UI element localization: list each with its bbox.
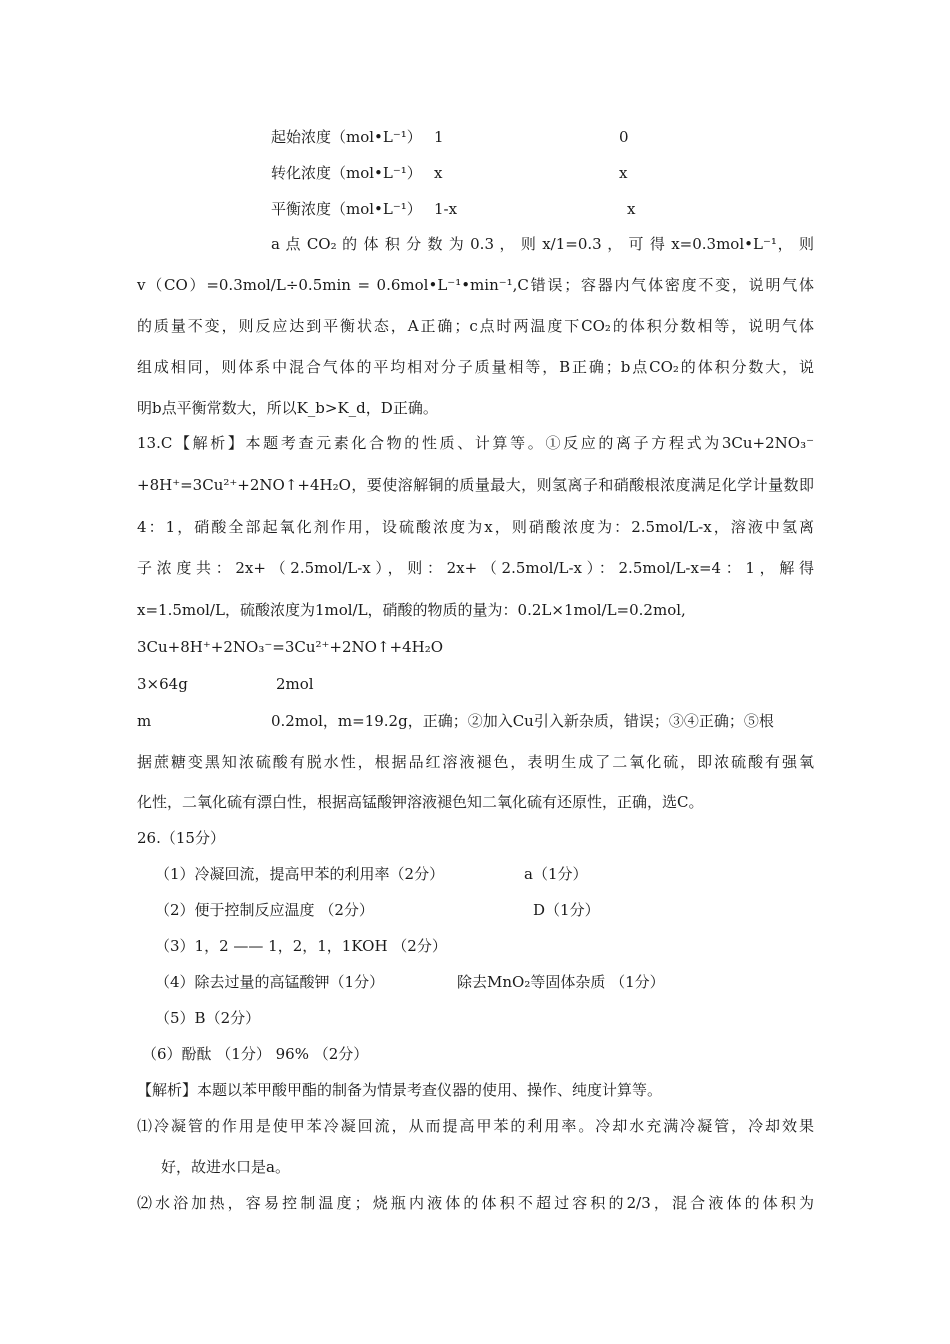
paragraph-line: 明b点平衡常数大，所以K_b>K_d，D正确。 [137,399,438,417]
answer-item: （6）酚酞 （1分） 96% （2分） [142,1045,369,1063]
paragraph-line: 子浓度共：2x+（2.5mol/L-x），则：2x+（2.5mol/L-x）：2.5mol/L-x=4：1，解得 [137,559,814,577]
paragraph-line: 据蔗糖变黑知浓硫酸有脱水性，根据品红溶液褪色，表明生成了二氧化硫，即浓硫酸有强氧 [137,753,814,771]
answer-item: （1）冷凝回流，提高甲苯的利用率（2分） [155,865,445,883]
equation-line: 3Cu+8H⁺+2NO₃⁻=3Cu²⁺+2NO↑+4H₂O [137,638,444,656]
table-cell: 0 [619,128,629,146]
calc-cell: 0.2mol，m=19.2g，正确；②加入Cu引入新杂质，错误；③④正确；⑤根 [271,712,774,730]
paragraph-line: 4：1，硝酸全部起氧化剂作用，设硫酸浓度为x，则硝酸浓度为：2.5mol/L-x，溶液中氢离 [137,518,814,536]
paragraph-line: 化性，二氧化硫有漂白性，根据高锰酸钾溶液褪色知二氧化硫有还原性，正确，选C。 [137,793,704,811]
table-row-label: 起始浓度（mol•L⁻¹） [271,128,422,146]
answer-item-extra: D（1分） [533,901,600,919]
calc-cell: m [137,712,152,730]
analysis-intro: 【解析】本题以苯甲酸甲酯的制备为情景考查仪器的使用、操作、纯度计算等。 [137,1081,663,1099]
paragraph-line: 组成相同，则体系中混合气体的平均相对分子质量相等，B正确；b点CO₂的体积分数大，说 [137,358,814,376]
table-cell: x [619,164,628,182]
paragraph-line: +8H⁺=3Cu²⁺+2NO↑+4H₂O，要使溶解铜的质量最大，则氢离子和硝酸根浓度满足化学计量数即 [137,476,814,494]
table-cell: x [627,200,636,218]
analysis-line: ⑴冷凝管的作用是使甲苯冷凝回流，从而提高甲苯的利用率。冷却水充满冷凝管，冷却效果 [137,1117,814,1135]
paragraph-line: 的质量不变，则反应达到平衡状态，A正确；c点时两温度下CO₂的体积分数相等，说明气体 [137,317,814,335]
analysis-line: ⑵水浴加热，容易控制温度；烧瓶内液体的体积不超过容积的2/3，混合液体的体积为 [137,1194,814,1212]
answer-item: （3）1，2 —— 1，2，1，1KOH （2分） [155,937,447,955]
paragraph-line: 13.C【解析】本题考查元素化合物的性质、计算等。①反应的离子方程式为3Cu+2NO₃⁻ [137,434,814,452]
paragraph-line: a 点 CO₂ 的 体 积 分 数 为 0.3 ， 则 x/1=0.3 ， 可 得 x=0.3mol•L⁻¹， 则 [271,235,814,253]
answer-item-extra: a（1分） [524,865,588,883]
table-cell: 1-x [434,200,458,218]
table-row-label: 转化浓度（mol•L⁻¹） [271,164,422,182]
table-row-label: 平衡浓度（mol•L⁻¹） [271,200,422,218]
calc-cell: 2mol [276,675,314,693]
table-cell: 1 [434,128,444,146]
answer-item: （5）B（2分） [155,1009,261,1027]
table-cell: x [434,164,443,182]
question-heading: 26.（15分） [137,829,225,847]
calc-cell: 3×64g [137,675,188,693]
answer-item: （4）除去过量的高锰酸钾（1分） [155,973,385,991]
analysis-line: 好，故进水口是a。 [161,1158,290,1176]
paragraph-line: x=1.5mol/L，硫酸浓度为1mol/L，硝酸的物质的量为：0.2L×1mol/L=0.2mol, [137,601,686,619]
answer-item: （2）便于控制反应温度 （2分） [155,901,374,919]
answer-item-extra: 除去MnO₂等固体杂质 （1分） [457,973,665,991]
paragraph-line: v（CO）=0.3mol/L÷0.5min = 0.6mol•L⁻¹•min⁻¹,C错误；容器内气体密度不变，说明气体 [137,276,814,294]
